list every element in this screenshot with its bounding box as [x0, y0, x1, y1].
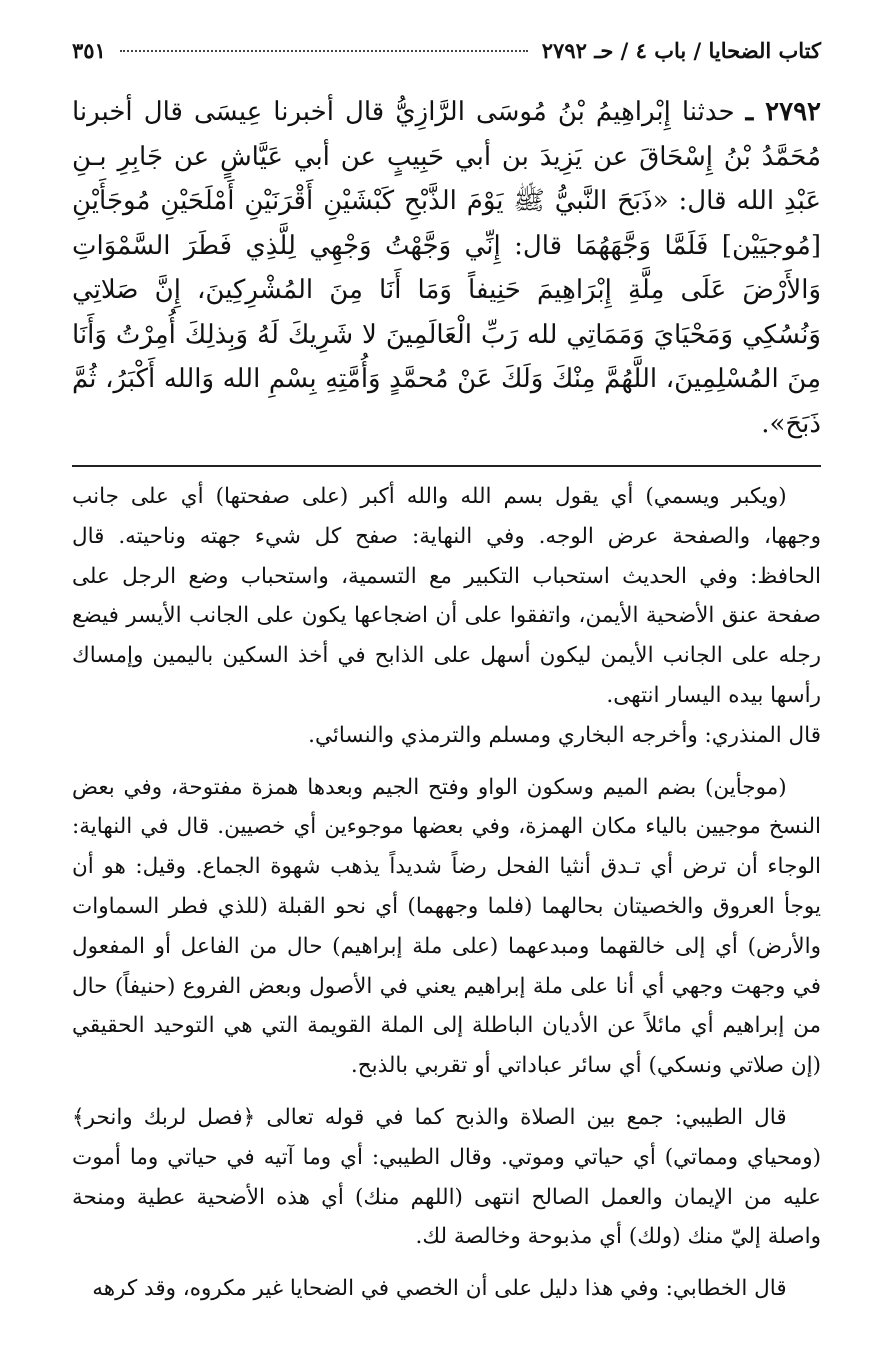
page-number: ٣٥١	[72, 38, 106, 63]
commentary-paragraph-1: (ويكبر ويسمي) أي يقول بسم الله والله أكبر (على صفحتها) أي على جانب وجهها، والصفحة عرض الوجه. وفي النهاية: صفح كل شيء جهته وناحيته. قال الحافظ: وفي الحديث استحباب التكبير مع التسمية، واستحباب وضع الرجل على صفحة عنق الأضحية الأيمن، واتفقوا على أن اضجاعها يكون على الجانب الأيسر فيضع رجله على الجانب الأيمن ليكون أسهل على الذابح في أخذ السكين باليمين وإمساك رأسها بيده اليسار انتهى.	[72, 484, 821, 708]
commentary-paragraph-2: قال المنذري: وأخرجه البخاري ومسلم والترمذي والنسائي.	[308, 722, 821, 748]
commentary-paragraph-3: (موجأين) بضم الميم وسكون الواو وفتح الجيم وبعدها همزة مفتوحة، وفي بعض النسخ موجيين بالياء مكان الهمزة، وفي بعضها موجوءين أي خصيين. قال في النهاية: الوجاء أن ترض أي تـدق أنثيا الفحل رضاً شديداً يذهب شهوة الجماع. وقيل: هو أن يوجأ العروق والخصيتان بحالهما (فلما وجههما) أي نحو القبلة (للذي فطر السماوات والأرض) أي إلى خالقهما ومبدعهما (على ملة إبراهيم) حال من الفاعل أو المفعول في وجهت وجهي أي أنا على ملة إبراهيم يعني في الأصول وبعض الفروع (حنيفاً) حال من إبراهيم أي مائلاً عن الأديان الباطلة إلى الملة القويمة التي هي التوحيد الحقيقي (إن صلاتي ونسكي) أي سائر عباداتي أو تقربي بالذبح.	[72, 774, 821, 1079]
commentary-paragraph-4: قال الطيبي: جمع بين الصلاة والذبح كما في قوله تعالى ﴿فصل لربك وانحر﴾ (ومحياي ومماتي) أي حياتي وموتي. وقال الطيبي: أي وما آتيه في حياتي وما أموت عليه من الإيمان والعمل الصالح انتهى (اللهم منك) أي هذه الأضحية عطية ومنحة واصلة إليّ منك (ولك) أي مذبوحة وخالصة لك.	[72, 1104, 821, 1250]
hadith-text-block	[72, 90, 821, 446]
leader-dots	[120, 50, 528, 52]
chapter-title: كتاب الضحايا / باب ٤ / حـ ٢٧٩٢	[541, 38, 821, 63]
separator-line	[72, 465, 821, 467]
commentary-paragraph-5: قال الخطابي: وفي هذا دليل على أن الخصي في الضحايا غير مكروه، وقد كرهه	[92, 1276, 787, 1302]
hadith-body: حدثنا إِبْراهِيمُ بْنُ مُوسَى الرَّازِيُّ قال أخبرنا عِيسَى قال أخبرنا مُحَمَّدُ بْنُ إِسْحَاقَ عن يَزِيدَ بن أبي حَبِيبٍ عن أبي عَيَّاشٍ عن جَابِرِ بـنِ عَبْدِ الله قال: «ذَبَحَ النَّبيُّ ﷺ يَوْمَ الذَّبْحِ كَبْشَيْنِ أَقْرَنَيْنِ أَمْلَحَيْنِ مُوجَأَيْنِ [مُوجيَيْن] فَلَمَّا وَجَّهَهُمَا قال: إِنِّي وَجَّهْتُ وَجْهِي لِلَّذِي فَطَرَ السَّمْوَاتِ وَالأَرْضَ عَلَى مِلَّةِ إِبْرَاهِيمَ حَنِيفاً وَمَا أَنَا مِنَ المُشْرِكِينَ، إِنَّ صَلاتِي وَنُسُكِي وَمَحْيَايَ وَمَمَاتِي لله رَبِّ الْعَالَمِينَ لا شَرِيكَ لَهُ وَبِذلِكَ أُمِرْتُ وَأَنَا مِنَ المُسْلِمِينَ، اللَّهُمَّ مِنْكَ وَلَكَ عَنْ مُحمَّدٍ وَأُمَّتِهِ بِسْمِ الله وَالله أَكْبَرُ، ثُمَّ ذَبَحَ».	[72, 97, 822, 439]
hadith-number: ٢٧٩٢ ـ	[745, 97, 821, 127]
commentary-block	[72, 477, 821, 1309]
hadith-paragraph	[72, 90, 821, 446]
running-header	[72, 38, 821, 84]
